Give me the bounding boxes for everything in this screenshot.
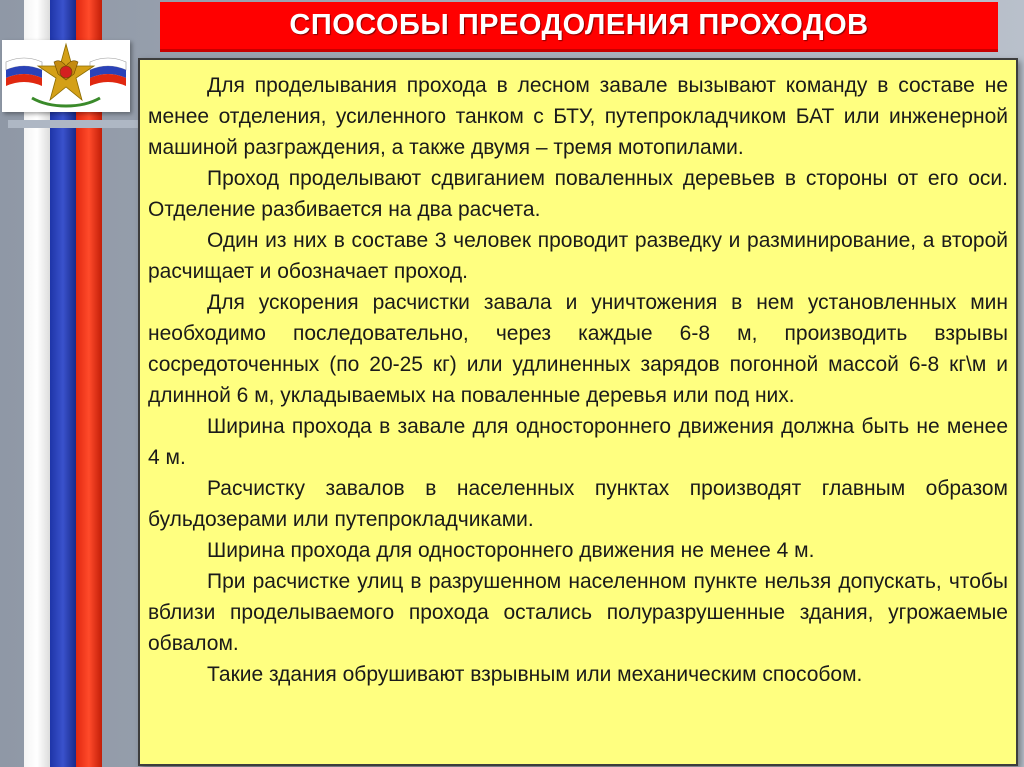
stripe-blue <box>50 0 76 767</box>
paragraph-1: Для проделывания прохода в лесном завале вызывают команду в составе не менее отделения, усиленного танком с БТУ, путепрокладчиком БАТ или инженерной машиной разграждения, а также двумя – тремя мотопилами. <box>148 74 1008 159</box>
slide-title: СПОСОБЫ ПРЕОДОЛЕНИЯ ПРОХОДОВ <box>289 9 869 41</box>
paragraph-8: При расчистке улиц в разрушенном населенном пункте нельзя допускать, чтобы вблизи проделываемого прохода остались полуразрушенные здания, угрожаемые обвалом. <box>148 570 1008 655</box>
paragraph-2: Проход проделывают сдвиганием поваленных деревьев в стороны от его оси. Отделение разбивается на два расчета. <box>148 167 1008 221</box>
paragraph-9: Такие здания обрушивают взрывным или механическим способом. <box>207 663 863 686</box>
content-panel <box>138 58 1018 766</box>
title-bar <box>160 2 998 52</box>
stripe-red <box>76 0 102 767</box>
emblem-logo <box>2 40 130 112</box>
side-divider <box>8 120 138 128</box>
paragraph-3: Один из них в составе 3 человек проводит разведку и разминирование, а второй расчищает и обозначает проход. <box>148 229 1008 283</box>
paragraph-5: Ширина прохода в завале для одностороннего движения должна быть не менее 4 м. <box>148 415 1008 469</box>
paragraph-7: Ширина прохода для одностороннего движения не менее 4 м. <box>207 539 815 562</box>
paragraph-6: Расчистку завалов в населенных пунктах производят главным образом бульдозерами или путепрокладчиками. <box>148 477 1008 531</box>
stripe-white <box>24 0 50 767</box>
paragraph-4: Для ускорения расчистки завала и уничтожения в нем установленных мин необходимо последовательно, через каждые 6-8 м, производить взрывы сосредоточенных (по 20-25 кг) или удлиненных зарядов погонной массой 6-8 кг\м и длинной 6 м, укладываемых на поваленные деревья или под них. <box>148 291 1008 407</box>
russian-armed-forces-emblem-icon <box>2 40 130 112</box>
